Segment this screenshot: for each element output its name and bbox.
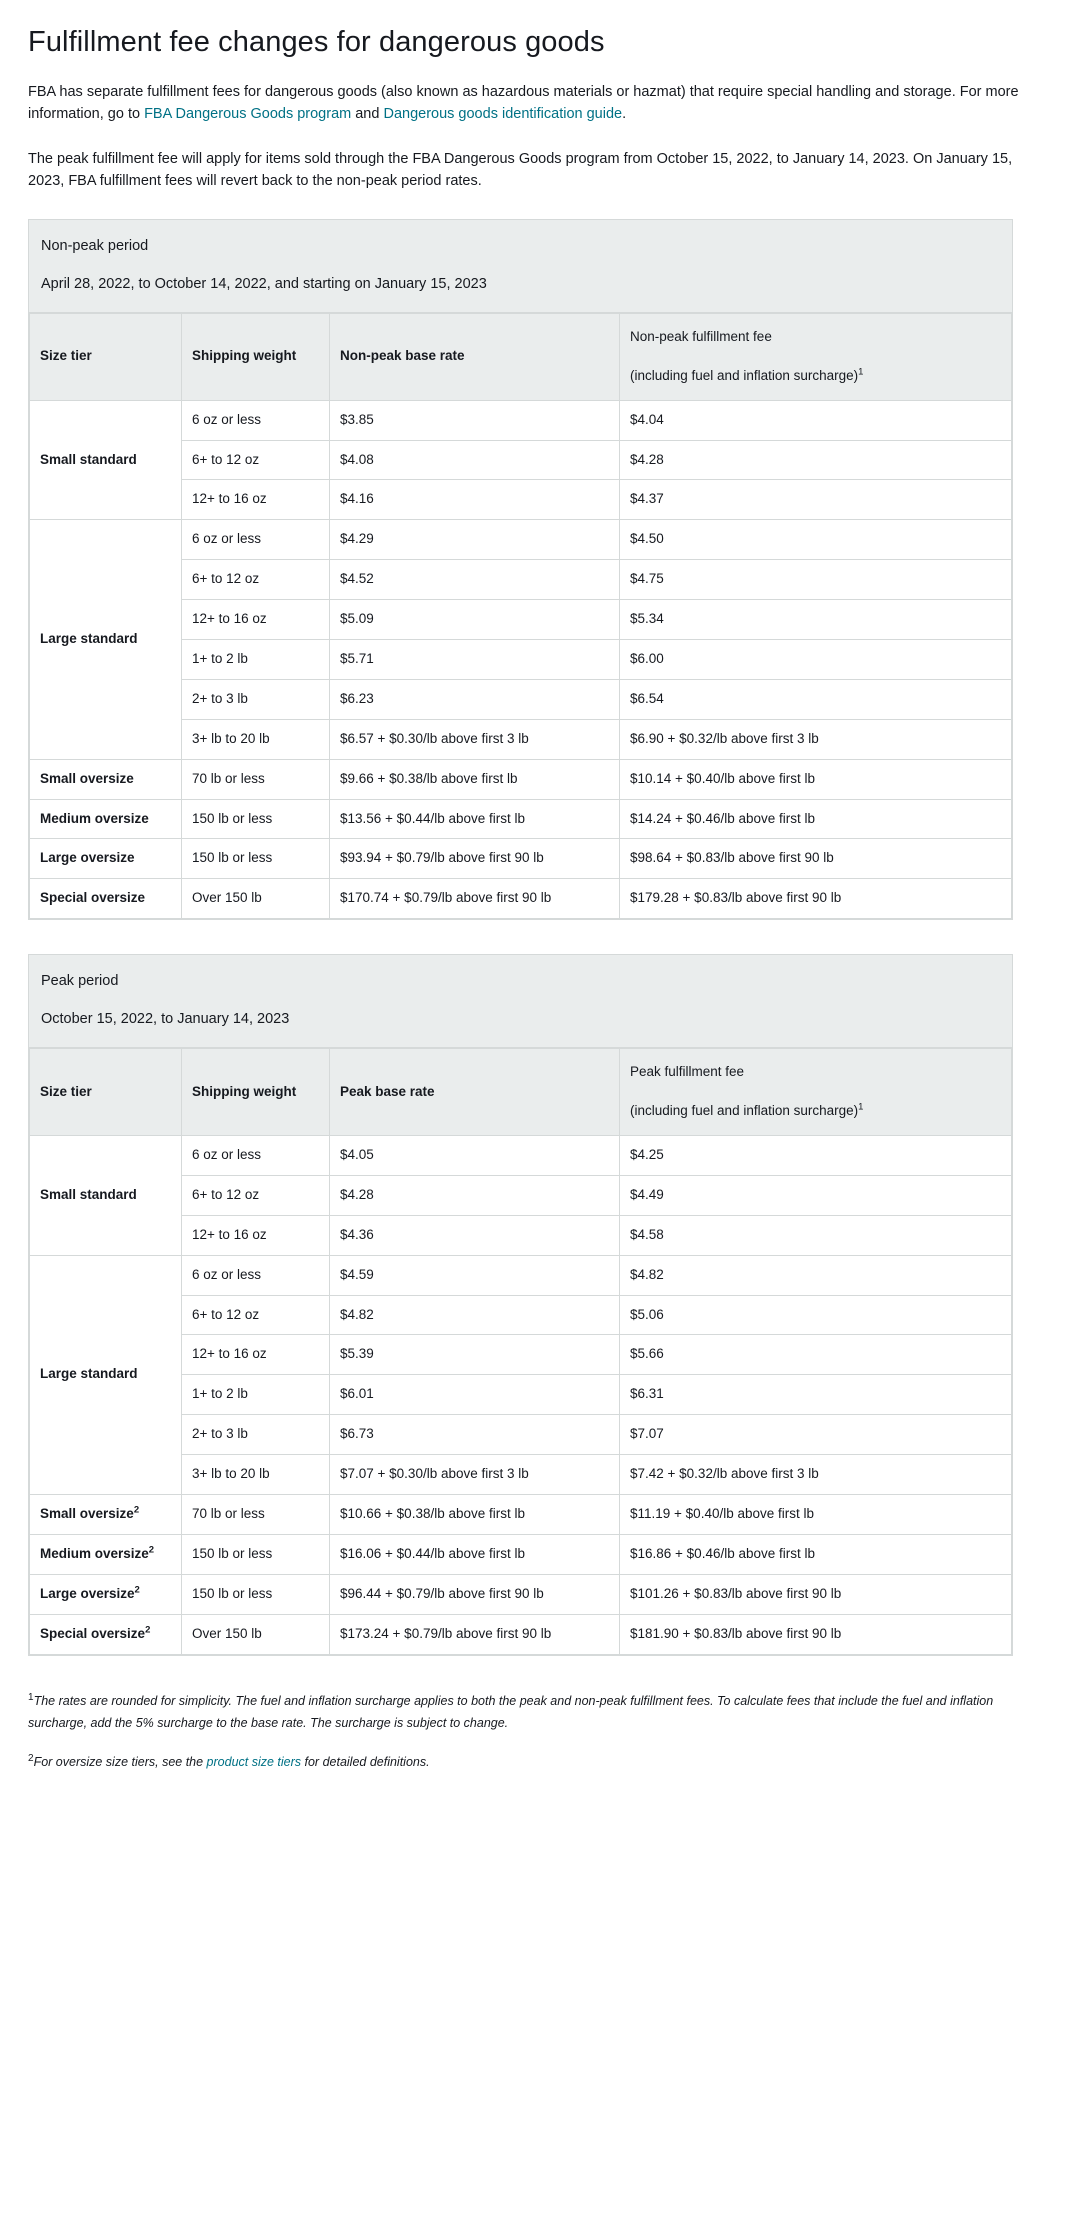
cell-base-rate: $173.24 + $0.79/lb above first 90 lb	[330, 1614, 620, 1654]
table-row	[30, 1136, 1012, 1176]
cell-shipping-weight: 2+ to 3 lb	[182, 1415, 330, 1455]
cell-shipping-weight: 1+ to 2 lb	[182, 1375, 330, 1415]
cell-shipping-weight: 1+ to 2 lb	[182, 640, 330, 680]
page-title: Fulfillment fee changes for dangerous goods	[28, 26, 605, 58]
cell-fulfillment-fee: $11.19 + $0.40/lb above first lb	[620, 1495, 1012, 1535]
cell-fulfillment-fee: $6.31	[620, 1375, 1012, 1415]
col-base-rate: Peak base rate	[330, 1049, 620, 1136]
cell-fulfillment-fee: $98.64 + $0.83/lb above first 90 lb	[620, 839, 1012, 879]
peak-block-header	[29, 955, 1012, 1048]
cell-shipping-weight: 6 oz or less	[182, 400, 330, 440]
table-row	[30, 400, 1012, 440]
col-fulfillment-fee-line2	[630, 1102, 1001, 1121]
cell-fulfillment-fee: $4.49	[620, 1175, 1012, 1215]
cell-shipping-weight: 12+ to 16 oz	[182, 480, 330, 520]
cell-base-rate: $4.52	[330, 560, 620, 600]
footnote-ref-2: 2	[148, 1544, 155, 1556]
cell-base-rate: $3.85	[330, 400, 620, 440]
col-size-tier: Size tier	[30, 313, 182, 400]
cell-size-tier: Medium oversize	[30, 799, 182, 839]
non-peak-table-body	[30, 400, 1012, 919]
cell-base-rate: $4.59	[330, 1255, 620, 1295]
non-peak-fee-block	[28, 219, 1013, 920]
cell-shipping-weight: 6+ to 12 oz	[182, 1175, 330, 1215]
cell-base-rate: $4.08	[330, 440, 620, 480]
cell-fulfillment-fee: $7.07	[620, 1415, 1012, 1455]
table-row	[30, 1495, 1012, 1535]
peak-period-title: Peak period	[41, 973, 119, 990]
col-fulfillment-fee	[620, 313, 1012, 400]
cell-base-rate: $10.66 + $0.38/lb above first lb	[330, 1495, 620, 1535]
non-peak-table-head	[30, 313, 1012, 400]
cell-base-rate: $4.29	[330, 520, 620, 560]
footnote-ref-2: 2	[133, 1504, 140, 1516]
footnote-ref-1: 1	[858, 1101, 864, 1113]
col-shipping-weight: Shipping weight	[182, 313, 330, 400]
cell-fulfillment-fee: $4.58	[620, 1215, 1012, 1255]
cell-fulfillment-fee: $4.82	[620, 1255, 1012, 1295]
cell-size-tier: Small standard	[30, 1136, 182, 1256]
cell-size-tier: Small oversize	[30, 759, 182, 799]
cell-shipping-weight: 12+ to 16 oz	[182, 1335, 330, 1375]
intro-text-1a: FBA has separate fulfillment fees for dangerous goods (also known as hazardous materials or hazmat) that require special handling and storage. For more information, go to	[28, 84, 1019, 123]
cell-base-rate: $93.94 + $0.79/lb above first 90 lb	[330, 839, 620, 879]
peak-period-dates: October 15, 2022, to January 14, 2023	[41, 1011, 290, 1028]
cell-base-rate: $5.71	[330, 640, 620, 680]
table-row	[30, 1574, 1012, 1614]
table-row	[30, 1255, 1012, 1295]
cell-fulfillment-fee: $4.04	[620, 400, 1012, 440]
non-peak-fee-table	[29, 313, 1012, 919]
cell-size-tier: Large standard	[30, 520, 182, 759]
cell-base-rate: $170.74 + $0.79/lb above first 90 lb	[330, 879, 620, 919]
cell-base-rate: $6.57 + $0.30/lb above first 3 lb	[330, 719, 620, 759]
cell-fulfillment-fee: $179.28 + $0.83/lb above first 90 lb	[620, 879, 1012, 919]
cell-shipping-weight: 70 lb or less	[182, 759, 330, 799]
cell-shipping-weight: 12+ to 16 oz	[182, 1215, 330, 1255]
cell-shipping-weight: 6+ to 12 oz	[182, 1295, 330, 1335]
table-row	[30, 1534, 1012, 1574]
cell-fulfillment-fee: $5.34	[620, 600, 1012, 640]
cell-base-rate: $4.16	[330, 480, 620, 520]
cell-fulfillment-fee: $6.00	[620, 640, 1012, 680]
cell-fulfillment-fee: $6.54	[620, 679, 1012, 719]
table-header-row	[30, 313, 1012, 400]
cell-base-rate: $4.82	[330, 1295, 620, 1335]
footnote-1-text: The rates are rounded for simplicity. The fuel and inflation surcharge applies to both the peak and non-peak fulfillment fees. To calculate fees that include the fuel and inflation surcharge, add the 5% surcharge to the base rate. The surcharge is subject to change.	[28, 1693, 994, 1731]
cell-shipping-weight: 150 lb or less	[182, 1534, 330, 1574]
col-fulfillment-fee	[620, 1049, 1012, 1136]
cell-fulfillment-fee: $4.28	[620, 440, 1012, 480]
link-product-size-tiers[interactable]: product size tiers	[206, 1754, 302, 1769]
cell-size-tier: Large oversize$^2$	[30, 1574, 182, 1614]
cell-size-tier: Medium oversize$^2$	[30, 1534, 182, 1574]
col-fulfillment-fee-line1: Peak fulfillment fee	[630, 1064, 745, 1080]
col-fee-surcharge-text: (including fuel and inflation surcharge)	[630, 1103, 859, 1119]
cell-shipping-weight: 150 lb or less	[182, 799, 330, 839]
non-peak-block-header	[29, 220, 1012, 313]
cell-fulfillment-fee: $5.06	[620, 1295, 1012, 1335]
cell-size-tier: Small standard	[30, 400, 182, 520]
cell-base-rate: $7.07 + $0.30/lb above first 3 lb	[330, 1455, 620, 1495]
cell-size-tier: Special oversize$^2$	[30, 1614, 182, 1654]
cell-shipping-weight: 6 oz or less	[182, 1136, 330, 1176]
footnote-1	[28, 1690, 1013, 1735]
cell-base-rate: $96.44 + $0.79/lb above first 90 lb	[330, 1574, 620, 1614]
cell-size-tier: Small oversize$^2$	[30, 1495, 182, 1535]
col-size-tier: Size tier	[30, 1049, 182, 1136]
peak-table-body	[30, 1136, 1012, 1655]
cell-base-rate: $4.05	[330, 1136, 620, 1176]
table-row	[30, 1614, 1012, 1654]
cell-base-rate: $4.36	[330, 1215, 620, 1255]
cell-fulfillment-fee: $16.86 + $0.46/lb above first lb	[620, 1534, 1012, 1574]
footnote-2-text-a: For oversize size tiers, see the	[33, 1754, 207, 1769]
footnotes	[28, 1690, 1013, 1774]
cell-shipping-weight: 6+ to 12 oz	[182, 560, 330, 600]
cell-fulfillment-fee: $10.14 + $0.40/lb above first lb	[620, 759, 1012, 799]
cell-size-tier: Large oversize	[30, 839, 182, 879]
peak-fee-block	[28, 954, 1013, 1655]
cell-base-rate: $16.06 + $0.44/lb above first lb	[330, 1534, 620, 1574]
non-peak-period-dates: April 28, 2022, to October 14, 2022, and starting on January 15, 2023	[41, 275, 487, 292]
cell-base-rate: $5.39	[330, 1335, 620, 1375]
cell-shipping-weight: 12+ to 16 oz	[182, 600, 330, 640]
link-dangerous-goods-identification-guide[interactable]: Dangerous goods identification guide	[383, 106, 623, 123]
cell-shipping-weight: Over 150 lb	[182, 879, 330, 919]
col-shipping-weight: Shipping weight	[182, 1049, 330, 1136]
non-peak-period-title: Non-peak period	[41, 237, 149, 254]
intro-paragraph-1	[28, 81, 1038, 126]
cell-base-rate: $6.23	[330, 679, 620, 719]
col-fulfillment-fee-line1: Non-peak fulfillment fee	[630, 328, 772, 344]
footnote-2-marker: 2	[28, 1752, 34, 1764]
cell-shipping-weight: 150 lb or less	[182, 839, 330, 879]
cell-fulfillment-fee: $5.66	[620, 1335, 1012, 1375]
cell-shipping-weight: 3+ lb to 20 lb	[182, 1455, 330, 1495]
cell-shipping-weight: 6+ to 12 oz	[182, 440, 330, 480]
footnote-ref-2: 2	[145, 1624, 151, 1636]
cell-base-rate: $6.01	[330, 1375, 620, 1415]
cell-base-rate: $13.56 + $0.44/lb above first lb	[330, 799, 620, 839]
cell-fulfillment-fee: $181.90 + $0.83/lb above first 90 lb	[620, 1614, 1012, 1654]
cell-shipping-weight: Over 150 lb	[182, 1614, 330, 1654]
cell-shipping-weight: 2+ to 3 lb	[182, 679, 330, 719]
intro-paragraph-2: The peak fulfillment fee will apply for items sold through the FBA Dangerous Goods program from October 15, 2022, to January 14, 2023. On January 15, 2023, FBA fulfillment fees will revert back to the non-peak period rates.	[28, 150, 1013, 190]
cell-size-tier: Special oversize	[30, 879, 182, 919]
col-fee-surcharge-text: (including fuel and inflation surcharge)	[630, 367, 859, 383]
cell-fulfillment-fee: $4.25	[620, 1136, 1012, 1176]
peak-fee-table	[29, 1048, 1012, 1654]
footnote-2	[28, 1751, 1013, 1774]
cell-shipping-weight: 150 lb or less	[182, 1574, 330, 1614]
link-fba-dangerous-goods-program[interactable]: FBA Dangerous Goods program	[144, 106, 352, 123]
cell-fulfillment-fee: $6.90 + $0.32/lb above first 3 lb	[620, 719, 1012, 759]
cell-fulfillment-fee: $4.50	[620, 520, 1012, 560]
footnote-2-text-b: for detailed definitions.	[301, 1754, 430, 1769]
intro-text-1b: and	[351, 106, 384, 123]
footnote-ref-1: 1	[858, 366, 864, 378]
table-row	[30, 520, 1012, 560]
footnote-1-marker: 1	[28, 1691, 34, 1703]
cell-shipping-weight: 70 lb or less	[182, 1495, 330, 1535]
table-row	[30, 839, 1012, 879]
col-fulfillment-fee-line2	[630, 367, 1001, 386]
table-header-row	[30, 1049, 1012, 1136]
cell-base-rate: $5.09	[330, 600, 620, 640]
cell-fulfillment-fee: $4.37	[620, 480, 1012, 520]
cell-base-rate: $9.66 + $0.38/lb above first lb	[330, 759, 620, 799]
cell-base-rate: $4.28	[330, 1175, 620, 1215]
cell-shipping-weight: 6 oz or less	[182, 520, 330, 560]
cell-fulfillment-fee: $101.26 + $0.83/lb above first 90 lb	[620, 1574, 1012, 1614]
table-row	[30, 759, 1012, 799]
peak-table-head	[30, 1049, 1012, 1136]
table-row	[30, 799, 1012, 839]
cell-fulfillment-fee: $4.75	[620, 560, 1012, 600]
intro-text-1c: .	[622, 106, 627, 123]
cell-size-tier: Large standard	[30, 1255, 182, 1494]
cell-shipping-weight: 6 oz or less	[182, 1255, 330, 1295]
cell-fulfillment-fee: $7.42 + $0.32/lb above first 3 lb	[620, 1455, 1012, 1495]
col-base-rate: Non-peak base rate	[330, 313, 620, 400]
footnote-ref-2: 2	[134, 1584, 140, 1596]
cell-base-rate: $6.73	[330, 1415, 620, 1455]
cell-fulfillment-fee: $14.24 + $0.46/lb above first lb	[620, 799, 1012, 839]
cell-shipping-weight: 3+ lb to 20 lb	[182, 719, 330, 759]
table-row	[30, 879, 1012, 919]
